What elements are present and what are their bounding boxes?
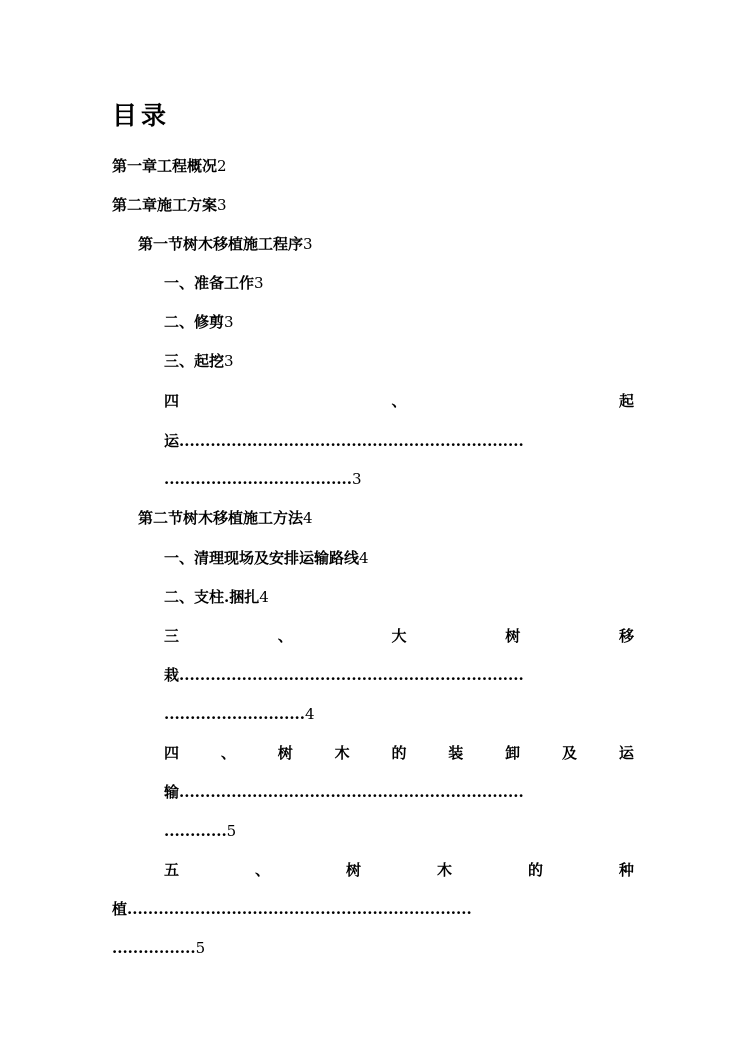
toc-entry-section-2[interactable]: 第二节树木移植施工方法4 (138, 509, 313, 527)
page-number: 4 (305, 705, 315, 723)
page-number: 4 (359, 549, 369, 567)
page-number: 3 (352, 470, 362, 488)
toc-entry-loading-leader-end: ............5 (164, 822, 237, 840)
page-number: 4 (259, 588, 269, 606)
toc-entry-loading-leader: 输.................................................................. (164, 783, 524, 801)
toc-title: 目录 (112, 101, 171, 130)
toc-entry-planting-leader-end: ................5 (112, 939, 206, 957)
page-number: 2 (217, 157, 227, 175)
toc-entry-bracing[interactable]: 二、支柱.捆扎4 (164, 588, 269, 606)
page-number: 3 (217, 196, 227, 214)
page-number: 3 (254, 274, 264, 292)
toc-entry-transport-leader: 运.................................................................. (164, 432, 524, 450)
page-number: 5 (226, 822, 237, 840)
page-number: 3 (224, 352, 234, 370)
page-number: 5 (195, 939, 206, 957)
toc-entry-section-1[interactable]: 第一节树木移植施工程序3 (138, 235, 313, 253)
toc-entry-planting-spread[interactable]: 五 、 树 木 的 种 (164, 861, 634, 879)
toc-entry-transplant-leader: 栽.................................................................. (164, 666, 524, 684)
toc-entry-planting-leader: 植.................................................................. (112, 900, 472, 918)
toc-entry-chapter-2[interactable]: 第二章施工方案3 (112, 196, 227, 214)
toc-entry-pruning[interactable]: 二、修剪3 (164, 313, 234, 331)
page-number: 4 (303, 509, 313, 527)
toc-entry-transport-spread[interactable]: 四 、 起 (164, 392, 634, 410)
toc-entry-site-clearing[interactable]: 一、清理现场及安排运输路线4 (164, 549, 369, 567)
toc-entry-transport-leader-end: ....................................3 (164, 470, 362, 488)
toc-entry-digging[interactable]: 三、起挖3 (164, 352, 234, 370)
toc-entry-preparation[interactable]: 一、准备工作3 (164, 274, 264, 292)
toc-entry-chapter-1[interactable]: 第一章工程概况2 (112, 157, 227, 175)
toc-entry-transplant-leader-end: ...........................4 (164, 705, 315, 723)
page-number: 3 (224, 313, 234, 331)
page-number: 3 (303, 235, 313, 253)
toc-entry-loading-spread[interactable]: 四 、 树 木 的 装 卸 及 运 (164, 744, 634, 762)
toc-entry-transplant-spread[interactable]: 三 、 大 树 移 (164, 627, 634, 645)
